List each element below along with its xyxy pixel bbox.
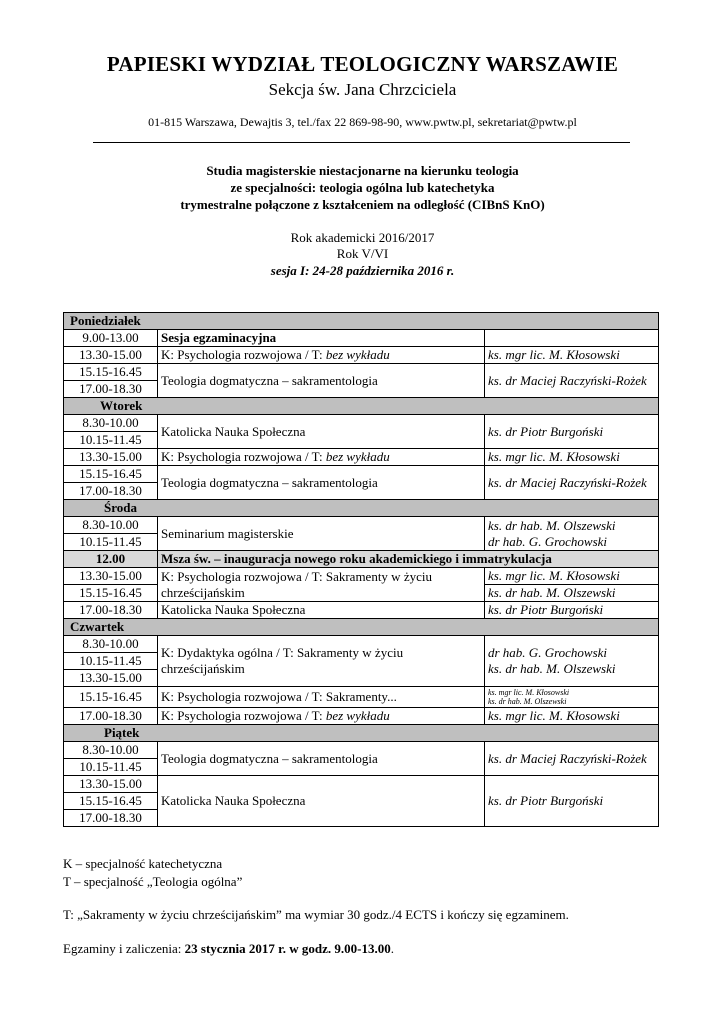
schedule-table	[63, 312, 659, 827]
lecturer: ks. mgr lic. M. Kłosowski	[485, 449, 659, 466]
time-slot: 10.15-11.45	[64, 653, 158, 670]
lecturer-line: dr hab. G. Grochowski	[488, 645, 608, 660]
time-slot: 8.30-10.00	[64, 742, 158, 759]
time-slot: 15.15-16.45	[64, 466, 158, 483]
legend-k: K – specjalność katechetyczna	[63, 856, 223, 871]
table-row	[64, 742, 659, 759]
day-row-tuesday	[64, 398, 659, 415]
table-row	[64, 517, 659, 534]
time-slot: 9.00-13.00	[64, 330, 158, 347]
subject: Teologia dogmatyczna – sakramentologia	[158, 742, 485, 776]
lecturer: ks. dr Piotr Burgoński	[485, 776, 659, 827]
table-row	[64, 415, 659, 432]
subject-prefix: K: Psychologia rozwojowa / T:	[161, 708, 326, 723]
time-slot: 17.00-18.30	[64, 483, 158, 500]
day-label: Wtorek	[64, 398, 659, 415]
academic-year: Rok akademicki 2016/2017	[290, 230, 435, 245]
time-slot: 13.30-15.00	[64, 568, 158, 585]
day-row-monday	[64, 313, 659, 330]
event: Msza św. – inauguracja nowego roku akademickiego i immatrykulacja	[158, 551, 659, 568]
lecturer	[485, 636, 659, 687]
subject	[158, 708, 485, 725]
lecturer: ks. dr Maciej Raczyński-Rożek	[485, 466, 659, 500]
section-subtitle: Sekcja św. Jana Chrzciciela	[268, 80, 457, 99]
time-slot: 8.30-10.00	[64, 517, 158, 534]
time-slot: 13.30-15.00	[64, 449, 158, 466]
contact-address: 01-815 Warszawa, Dewajtis 3, tel./fax 22 869-98-90, www.pwtw.pl, sekretariat@pwtw.pl	[148, 115, 577, 129]
subject-prefix: K: Psychologia rozwojowa / T:	[161, 347, 326, 362]
table-row	[64, 347, 659, 364]
faculty-title: PAPIESKI WYDZIAŁ TEOLOGICZNY WARSZAWIE	[106, 52, 619, 76]
subject-prefix: K: Psychologia rozwojowa / T:	[161, 449, 326, 464]
lecturer-line: ks. dr hab. M. Olszewski	[488, 517, 616, 533]
subject: Sesja egzaminacyjna	[158, 330, 485, 347]
time-slot: 13.30-15.00	[64, 776, 158, 793]
program-line-2: ze specjalności: teologia ogólna lub katechetyka	[230, 180, 495, 195]
lecturer	[485, 687, 659, 708]
time-slot: 17.00-18.30	[64, 708, 158, 725]
subject: Seminarium magisterskie	[158, 517, 485, 551]
lecturer: ks. mgr lic. M. Kłosowski	[485, 347, 659, 364]
lecturer-line: dr hab. G. Grochowski	[488, 533, 608, 549]
legend-t: T – specjalność „Teologia ogólna”	[63, 874, 243, 889]
header-divider	[93, 142, 630, 143]
time-slot: 12.00	[64, 551, 158, 568]
time-slot: 8.30-10.00	[64, 636, 158, 653]
subject	[158, 449, 485, 466]
table-row	[64, 449, 659, 466]
time-slot: 17.00-18.30	[64, 381, 158, 398]
time-slot: 15.15-16.45	[64, 364, 158, 381]
subject: Katolicka Nauka Społeczna	[158, 602, 485, 619]
subject: K: Psychologia rozwojowa / T: Sakramenty...	[158, 687, 485, 708]
day-row-wednesday	[64, 500, 659, 517]
session-dates: sesja I: 24-28 października 2016 r.	[270, 263, 455, 278]
time-slot: 10.15-11.45	[64, 534, 158, 551]
subject-note: bez wykładu	[325, 347, 390, 362]
lecturer: ks. dr hab. M. Olszewski	[485, 585, 659, 602]
subject: Katolicka Nauka Społeczna	[158, 415, 485, 449]
table-row	[64, 330, 659, 347]
table-row	[64, 776, 659, 793]
lecturer	[485, 330, 659, 347]
day-label: Poniedziałek	[64, 313, 659, 330]
time-slot: 8.30-10.00	[64, 415, 158, 432]
time-slot: 17.00-18.30	[64, 602, 158, 619]
table-row	[64, 636, 659, 653]
table-row	[64, 364, 659, 381]
time-slot: 15.15-16.45	[64, 585, 158, 602]
exams-label: Egzaminy i zaliczenia:	[63, 941, 185, 956]
lecturer: ks. dr Maciej Raczyński-Rożek	[485, 742, 659, 776]
day-row-friday	[64, 725, 659, 742]
lecturer	[485, 517, 659, 551]
exams-date: 23 stycznia 2017 r. w godz. 9.00-13.00	[184, 941, 391, 956]
day-label: Czwartek	[64, 619, 659, 636]
table-row-highlight	[64, 551, 659, 568]
day-label: Środa	[64, 500, 659, 517]
subject-note: bez wykładu	[325, 449, 390, 464]
day-row-thursday	[64, 619, 659, 636]
sacraments-note: T: „Sakramenty w życiu chrześcijańskim” ma wymiar 30 godz./4 ECTS i kończy się egzaminem.	[63, 907, 569, 922]
subject	[158, 347, 485, 364]
lecturer: ks. mgr lic. M. Kłosowski	[485, 568, 659, 585]
table-row	[64, 602, 659, 619]
table-row	[64, 708, 659, 725]
table-row	[64, 687, 659, 708]
lecturer: ks. mgr lic. M. Kłosowski	[485, 708, 659, 725]
time-slot: 10.15-11.45	[64, 432, 158, 449]
lecturer-line: ks. dr hab. M. Olszewski	[488, 661, 616, 676]
subject: Teologia dogmatyczna – sakramentologia	[158, 466, 485, 500]
lecturer-line: ks. dr hab. M. Olszewski	[488, 697, 567, 706]
time-slot: 15.15-16.45	[64, 687, 158, 708]
program-line-3: trymestralne połączone z kształceniem na odległość (CIBnS KnO)	[180, 197, 545, 212]
time-slot: 13.30-15.00	[64, 670, 158, 687]
lecturer: ks. dr Piotr Burgoński	[485, 602, 659, 619]
subject-note: bez wykładu	[325, 708, 390, 723]
time-slot: 13.30-15.00	[64, 347, 158, 364]
lecturer-line: ks. mgr lic. M. Kłosowski	[488, 688, 570, 697]
time-slot: 10.15-11.45	[64, 759, 158, 776]
lecturer: ks. dr Piotr Burgoński	[485, 415, 659, 449]
subject: Teologia dogmatyczna – sakramentologia	[158, 364, 485, 398]
exams-suffix: .	[390, 941, 394, 956]
table-row	[64, 466, 659, 483]
subject: Katolicka Nauka Społeczna	[158, 776, 485, 827]
day-label: Piątek	[64, 725, 659, 742]
time-slot: 15.15-16.45	[64, 793, 158, 810]
subject: K: Psychologia rozwojowa / T: Sakramenty w życiu chrześcijańskim	[158, 568, 485, 602]
lecturer: ks. dr Maciej Raczyński-Rożek	[485, 364, 659, 398]
study-year: Rok V/VI	[336, 246, 389, 261]
program-line-1: Studia magisterskie niestacjonarne na kierunku teologia	[206, 163, 519, 178]
exams-info	[63, 941, 394, 957]
table-row	[64, 568, 659, 585]
time-slot: 17.00-18.30	[64, 810, 158, 827]
subject: K: Dydaktyka ogólna / T: Sakramenty w życiu chrześcijańskim	[158, 636, 485, 687]
